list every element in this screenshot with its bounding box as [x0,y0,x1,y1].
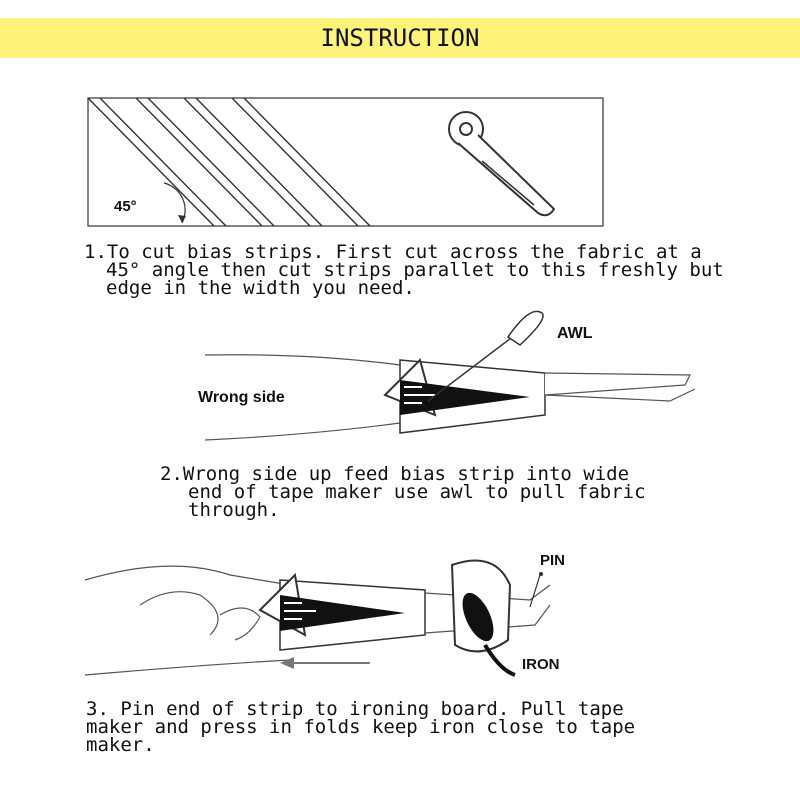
awl-feed-illustration [190,305,710,445]
step-line: edge in the width you need. [106,277,415,299]
bias-cut-illustration [86,95,606,230]
pull-direction-arrow-icon [280,657,370,669]
page-title: INSTRUCTION [320,24,480,52]
step-line: maker. [86,734,155,756]
step-line: To cut bias strips. First cut across the fabric at a [106,241,702,263]
step-number: 2. [160,463,183,485]
iron-label: IRON [522,656,560,673]
pin-icon [530,575,540,607]
wrong-side-label: Wrong side [198,389,285,406]
fabric-rectangle [88,98,603,226]
angle-label: 45° [114,198,137,215]
step-1-text [84,243,744,297]
step-line: end of tape maker use awl to pull fabric [188,481,646,503]
header-banner [0,18,800,58]
strip-exit [545,373,690,395]
pin-label: PIN [540,552,566,569]
hand-outline [85,566,290,675]
step-3-text [86,700,746,754]
step-line: Wrong side up feed bias strip into wide [182,463,630,485]
step-line: Pin end of strip to ironing board. Pull tape [120,698,624,720]
pin-iron-illustration [80,545,600,685]
step-line: 45° angle then cut strips parallet to this freshly but [106,259,724,281]
step-2-text [160,465,760,519]
step-number: 3. [86,698,109,720]
iron-icon [452,561,515,676]
step-line: through. [188,499,280,521]
step-number: 1. [84,241,107,263]
step-line: maker and press in folds keep iron close to tape [86,716,636,738]
awl-label: AWL [557,325,593,342]
